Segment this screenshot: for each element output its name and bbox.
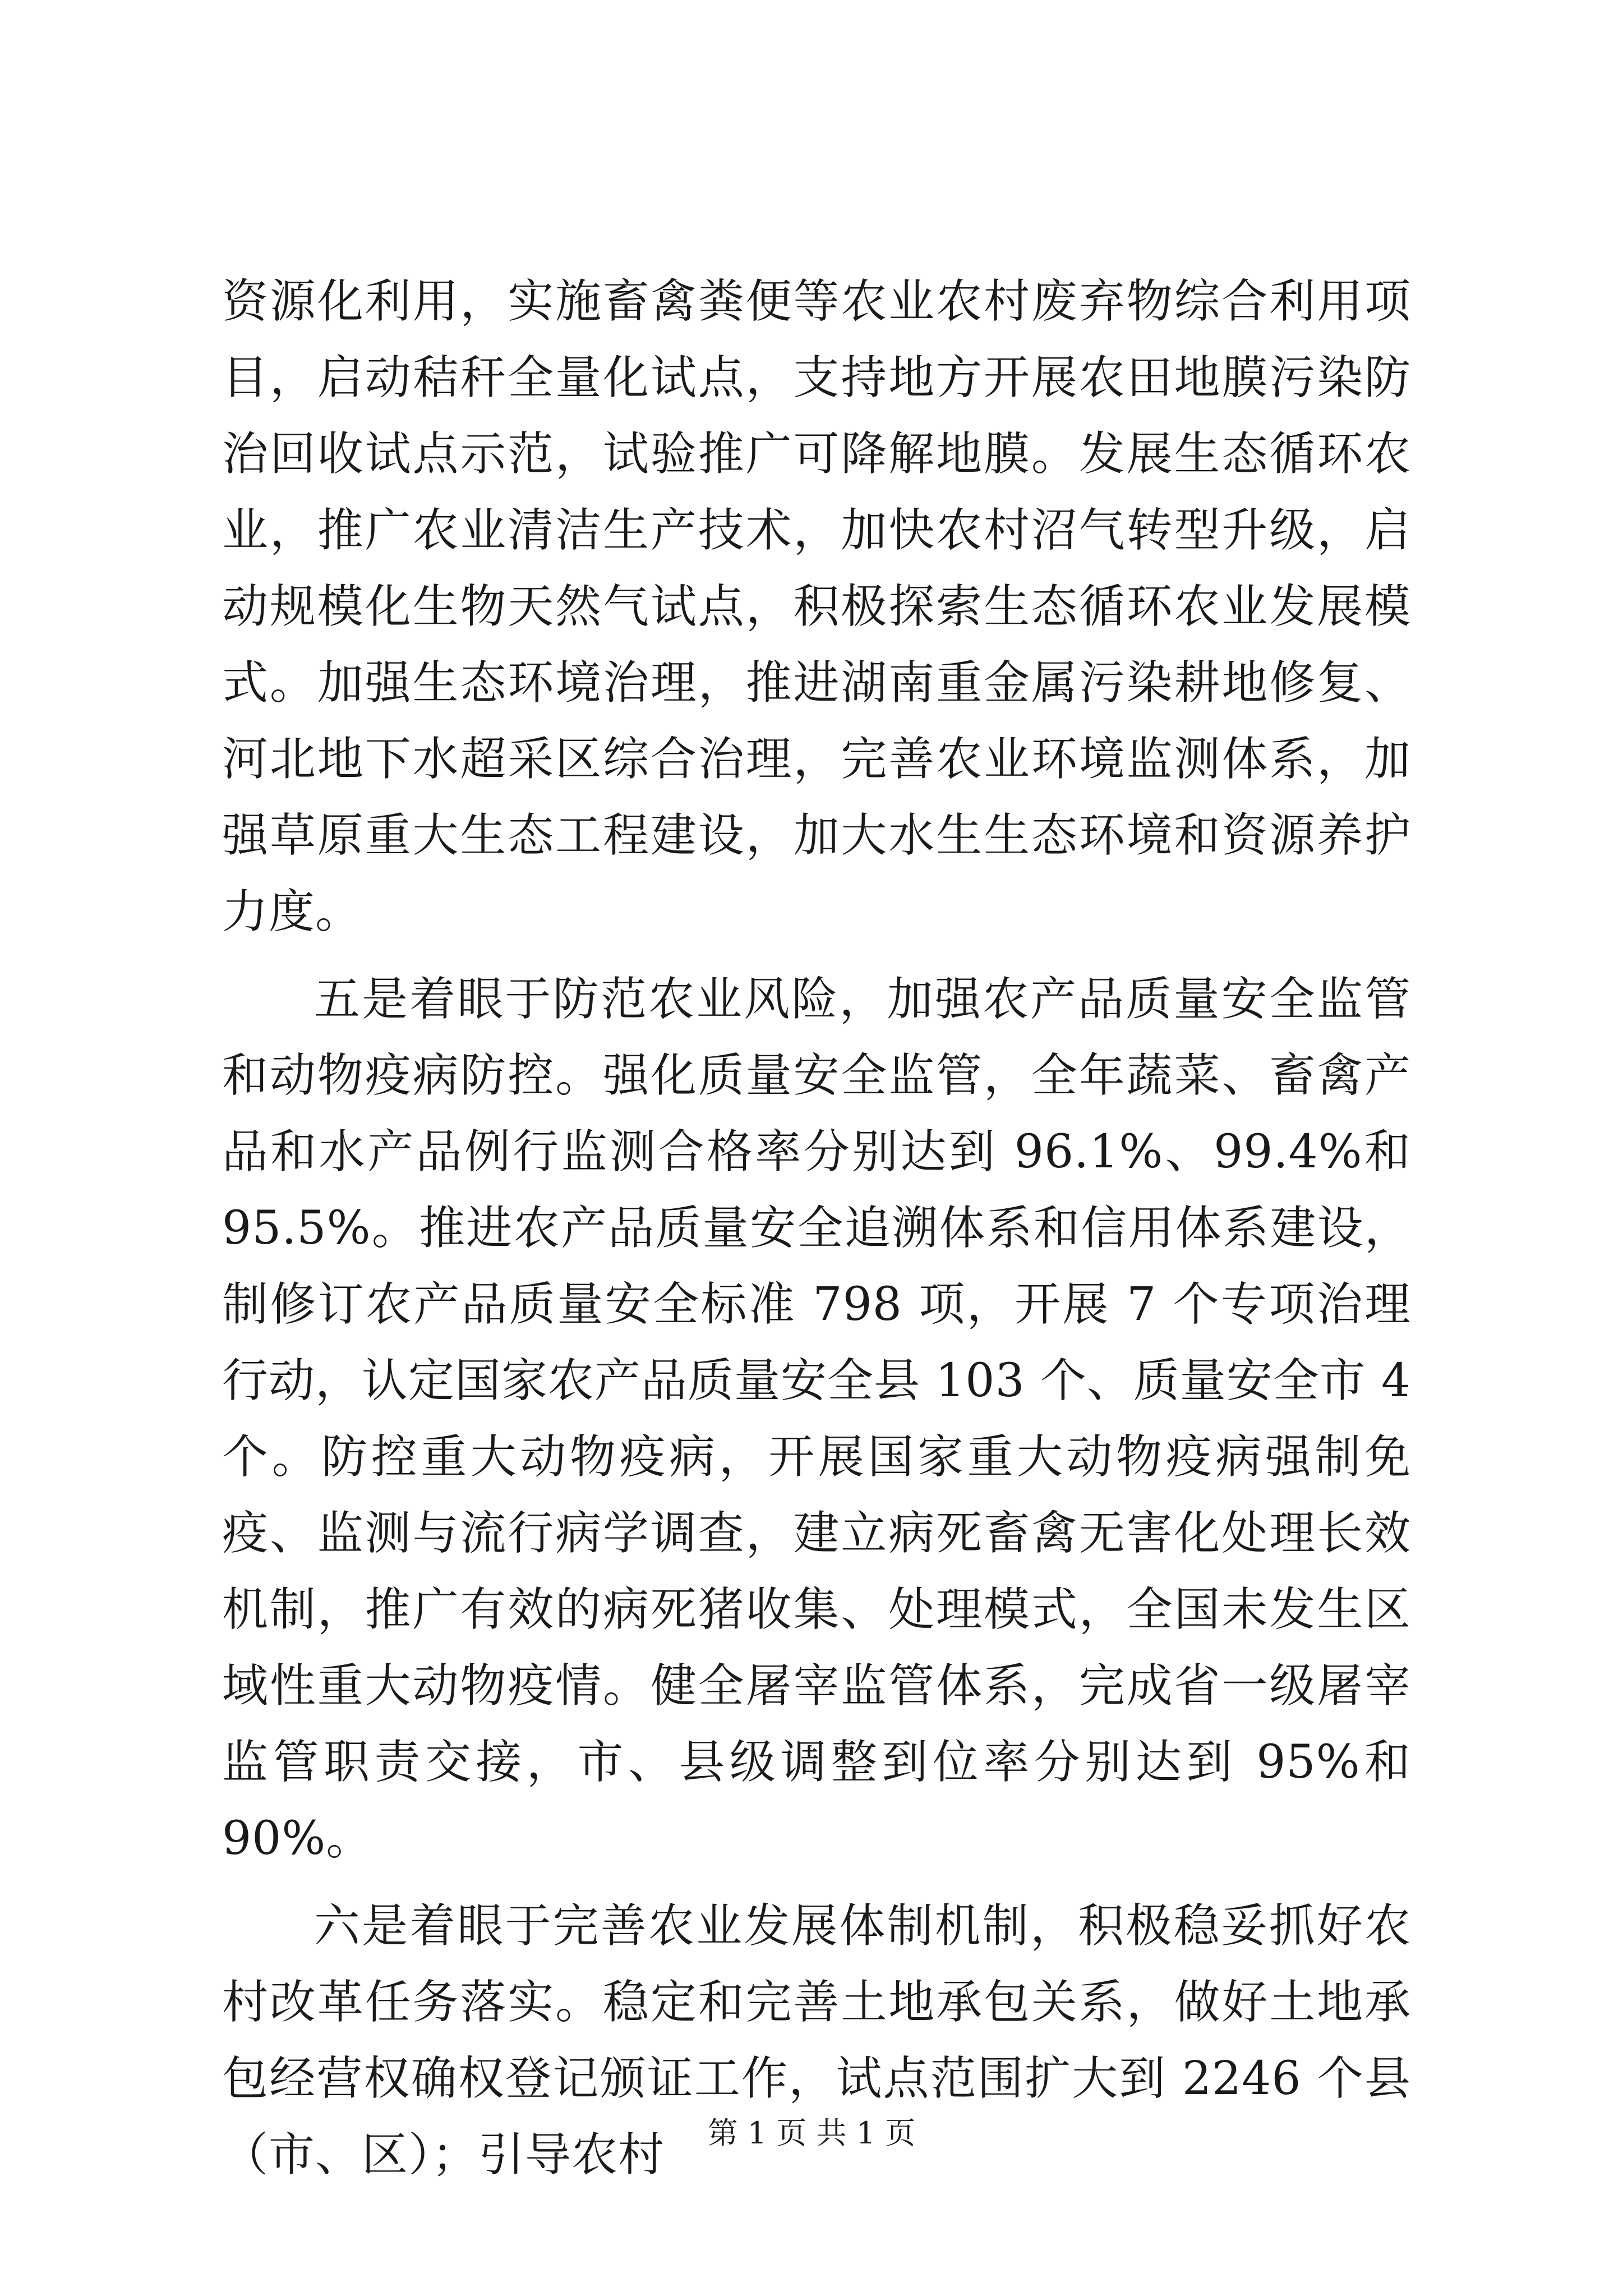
paragraph-2: 五是着眼于防范农业风险，加强农产品质量安全监管和动物疫病防控。强化质量安全监管，全年蔬菜、畜禽产品和水产品例行监测合格率分别达到 96.1%、99.4%和 95.5%。推进农产品质量安全追溯体系和信用体系建设，制修订农产品质量安全标准 798 项，开展 7 个专项治理行动，认定国家农产品质量安全县 103 个、质量安全市 4 个。防控重大动物疫病，开展国家重大动物疫病强制免疫、监测与流行病学调查，建立病死畜禽无害化处理长效机制，推广有效的病死猪收集、处理模式，全国未发生区域性重大动物疫情。健全屠宰监管体系，完成省一级屠宰监管职责交接，市、县级调整到位率分别达到 95%和 90%。: [222, 973, 1427, 1865]
page-footer: 第 1 页 共 1 页: [707, 2115, 916, 2151]
paragraph-1: 资源化利用，实施畜禽粪便等农业农村废弃物综合利用项目，启动秸秆全量化试点，支持地方开展农田地膜污染防治回收试点示范，试验推广可降解地膜。发展生态循环农业，推广农业清洁生产技术，加快农村沼气转型升级，启动规模化生物天然气试点，积极探索生态循环农业发展模式。加强生态环境治理，推进湖南重金属污染耕地修复、河北地下水超采区综合治理，完善农业环境监测体系，加强草原重大生态工程建设，加大水生生态环境和资源养护力度。: [222, 275, 1411, 938]
paragraph-3: 六是着眼于完善农业发展体制机制，积极稳妥抓好农村改革任务落实。稳定和完善土地承包关系，做好土地承包经营权确权登记颁证工作，试点范围扩大到 2246 个县（市、区）；引导农村: [222, 1899, 1411, 2182]
document-body: [222, 264, 1427, 2193]
